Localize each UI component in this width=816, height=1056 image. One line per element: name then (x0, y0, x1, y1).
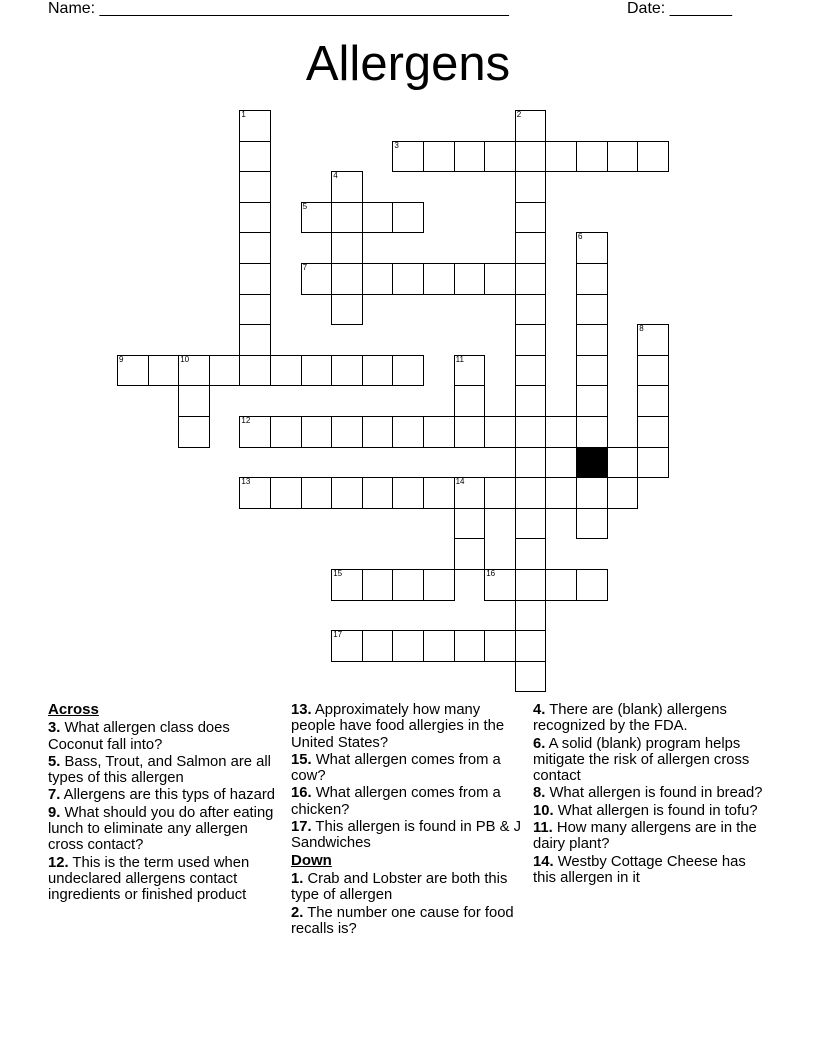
grid-cell[interactable] (515, 324, 547, 356)
grid-cell[interactable] (576, 141, 608, 173)
clue-across-3: 3. What allergen class does Coconut fall into? (48, 720, 230, 753)
grid-cell[interactable] (301, 263, 333, 295)
grid-cell[interactable] (607, 477, 639, 509)
clue-down-4: 4. There are (blank) allergens recognized by the FDA. (533, 702, 727, 735)
grid-cell[interactable] (392, 263, 424, 295)
grid-cell[interactable] (301, 477, 333, 509)
grid-cell[interactable] (423, 263, 455, 295)
grid-cell[interactable] (454, 263, 486, 295)
grid-cell[interactable] (515, 477, 547, 509)
grid-cell[interactable] (545, 569, 577, 601)
grid-cell[interactable] (515, 294, 547, 326)
grid-cell[interactable] (392, 355, 424, 387)
clue-number: 14 (455, 477, 465, 487)
grid-cell[interactable] (239, 232, 271, 264)
clue-column-1 (48, 702, 280, 905)
grid-cell[interactable] (392, 416, 424, 448)
grid-cell[interactable] (301, 202, 333, 234)
grid-cell[interactable] (362, 202, 394, 234)
clue-number: 17 (333, 630, 343, 640)
grid-cell[interactable] (362, 569, 394, 601)
grid-cell[interactable] (362, 355, 394, 387)
clue-number: 15 (333, 569, 343, 578)
clue-number: 6 (578, 232, 583, 242)
grid-cell[interactable] (454, 385, 486, 417)
clue-across-9: 9. What should you do after eating lunch to eliminate any allergen cross contact? (48, 804, 274, 854)
grid-cell[interactable] (331, 263, 363, 295)
clue-number: 2 (516, 110, 522, 119)
grid-cell[interactable] (301, 416, 333, 448)
grid-cell[interactable] (515, 202, 547, 234)
grid-cell[interactable] (576, 263, 608, 295)
grid-cell[interactable] (515, 600, 547, 632)
grid-cell[interactable] (331, 171, 363, 203)
clue-number: 12 (241, 416, 251, 425)
grid-cell[interactable] (607, 447, 639, 479)
grid-cell[interactable] (454, 630, 486, 662)
grid-cell[interactable] (331, 630, 363, 662)
grid-cell[interactable] (239, 477, 271, 509)
grid-cell[interactable] (178, 416, 210, 448)
grid-cell[interactable] (117, 355, 149, 387)
grid-cell[interactable] (209, 355, 241, 387)
grid-cell[interactable] (637, 385, 669, 417)
grid-cell[interactable] (576, 355, 608, 387)
grid-cell[interactable] (576, 416, 608, 448)
clue-down-2: 2. The number one cause for food recalls is? (291, 904, 514, 937)
grid-cell[interactable] (515, 385, 547, 417)
clue-across-5: 5. Bass, Trout, and Salmon are all types of this allergen (48, 753, 271, 787)
grid-cell[interactable] (454, 416, 486, 448)
grid-cell[interactable] (607, 141, 639, 173)
grid-cell[interactable] (484, 141, 516, 173)
grid-cell[interactable] (515, 355, 547, 387)
clue-column-2 (291, 702, 523, 938)
grid-cell[interactable] (515, 508, 547, 540)
grid-cell[interactable] (331, 202, 363, 234)
date-field-label: Date: _______ (627, 0, 732, 17)
grid-cell[interactable] (484, 263, 516, 295)
clue-across-7: 7. Allergens are this typs of hazard (48, 787, 276, 804)
grid-cell[interactable] (515, 447, 547, 479)
grid-cell[interactable] (239, 171, 271, 203)
clue-number: 11 (455, 354, 464, 364)
grid-cell[interactable] (515, 416, 547, 448)
grid-cell[interactable] (362, 416, 394, 448)
grid-cell[interactable] (239, 202, 271, 234)
grid-cell[interactable] (545, 447, 577, 479)
grid-cell[interactable] (331, 355, 363, 387)
grid-cell[interactable] (637, 141, 669, 173)
grid-cell[interactable] (392, 630, 424, 662)
clue-across-12: 12. This is the term used when undeclared allergens contact ingredients or finished product (48, 854, 250, 904)
clue-down-8: 8. What allergen is found in bread? (533, 785, 763, 802)
grid-cell[interactable] (576, 569, 608, 601)
clue-number: 16 (486, 569, 496, 578)
clue-number: 7 (302, 263, 308, 272)
grid-cell[interactable] (362, 263, 394, 295)
grid-cell[interactable] (484, 477, 516, 509)
clue-number: 9 (119, 354, 124, 364)
grid-cell[interactable] (637, 324, 669, 356)
grid-cell[interactable] (270, 416, 302, 448)
clue-number: 3 (394, 140, 399, 150)
grid-cell[interactable] (239, 355, 271, 387)
grid-cell[interactable] (515, 141, 547, 173)
grid-cell[interactable] (239, 416, 271, 448)
clue-number: 4 (333, 171, 338, 181)
grid-cell[interactable] (301, 355, 333, 387)
grid-cell[interactable] (454, 508, 486, 540)
grid-cell[interactable] (148, 355, 180, 387)
grid-cell[interactable] (515, 110, 547, 142)
grid-cell[interactable] (576, 385, 608, 417)
grid-cell[interactable] (637, 416, 669, 448)
grid-cell[interactable] (484, 630, 516, 662)
grid-cell[interactable] (392, 477, 424, 509)
clue-down-1: 1. Crab and Lobster are both this type of allergen (291, 870, 508, 904)
grid-cell[interactable] (239, 263, 271, 295)
grid-cell[interactable] (576, 294, 608, 326)
grid-cell[interactable] (515, 661, 547, 693)
black-cell (576, 447, 608, 479)
grid-cell[interactable] (239, 294, 271, 326)
clue-across-17: 17. This allergen is found in PB & J Sandwiches (291, 819, 522, 852)
clue-down-6: 6. A solid (blank) program helps mitigate the risk of allergen cross contact (533, 735, 750, 785)
grid-cell[interactable] (178, 355, 210, 387)
grid-cell[interactable] (178, 385, 210, 417)
grid-cell[interactable] (454, 141, 486, 173)
clue-number: 13 (241, 477, 251, 487)
clue-column-3 (533, 702, 765, 887)
grid-cell[interactable] (239, 110, 271, 142)
grid-cell[interactable] (515, 263, 547, 295)
grid-cell[interactable] (331, 477, 363, 509)
clue-down-14: 14. Westby Cottage Cheese has this allergen in it (533, 853, 746, 886)
grid-cell[interactable] (423, 416, 455, 448)
grid-cell[interactable] (239, 324, 271, 356)
page-title: Allergens (305, 37, 511, 91)
grid-cell[interactable] (576, 232, 608, 264)
grid-cell[interactable] (239, 141, 271, 173)
grid-cell[interactable] (392, 569, 424, 601)
grid-cell[interactable] (515, 171, 547, 203)
grid-cell[interactable] (515, 569, 547, 601)
clue-down-10: 10. What allergen is found in tofu? (533, 802, 758, 819)
grid-cell[interactable] (331, 232, 363, 264)
clue-across-15: 15. What allergen comes from a cow? (291, 751, 501, 785)
grid-cell[interactable] (484, 569, 516, 601)
grid-cell[interactable] (545, 141, 577, 173)
grid-cell[interactable] (362, 477, 394, 509)
grid-cell[interactable] (423, 630, 455, 662)
across-heading: Across (48, 701, 99, 718)
grid-cell[interactable] (331, 294, 363, 326)
grid-cell[interactable] (515, 630, 547, 662)
grid-cell[interactable] (423, 141, 455, 173)
grid-cell[interactable] (484, 416, 516, 448)
grid-cell[interactable] (362, 630, 394, 662)
grid-cell[interactable] (423, 477, 455, 509)
clue-down-11: 11. How many allergens are in the dairy plant? (533, 820, 757, 853)
grid-cell[interactable] (637, 355, 669, 387)
grid-cell[interactable] (423, 569, 455, 601)
down-heading: Down (291, 851, 332, 869)
clue-number: 1 (241, 110, 246, 119)
grid-cell[interactable] (637, 447, 669, 479)
grid-cell[interactable] (515, 538, 547, 570)
grid-cell[interactable] (545, 416, 577, 448)
grid-cell[interactable] (392, 141, 424, 173)
grid-cell[interactable] (545, 477, 577, 509)
grid-cell[interactable] (454, 477, 486, 509)
grid-cell[interactable] (576, 324, 608, 356)
grid-cell[interactable] (515, 232, 547, 264)
clue-number: 5 (302, 201, 308, 211)
grid-cell[interactable] (331, 569, 363, 601)
grid-cell[interactable] (576, 508, 608, 540)
grid-cell[interactable] (454, 538, 486, 570)
clue-across-13: 13. Approximately how many people have food allergies in the United States? (291, 702, 505, 751)
name-field-label: Name: ______________________________________________ (48, 0, 509, 17)
grid-cell[interactable] (270, 477, 302, 509)
grid-cell[interactable] (392, 202, 424, 234)
clue-number: 10 (180, 354, 190, 364)
grid-cell[interactable] (270, 355, 302, 387)
grid-cell[interactable] (331, 416, 363, 448)
clue-number: 8 (639, 324, 644, 334)
clue-across-16: 16. What allergen comes from a chicken? (291, 785, 501, 818)
grid-cell[interactable] (576, 477, 608, 509)
grid-cell[interactable] (454, 355, 486, 387)
